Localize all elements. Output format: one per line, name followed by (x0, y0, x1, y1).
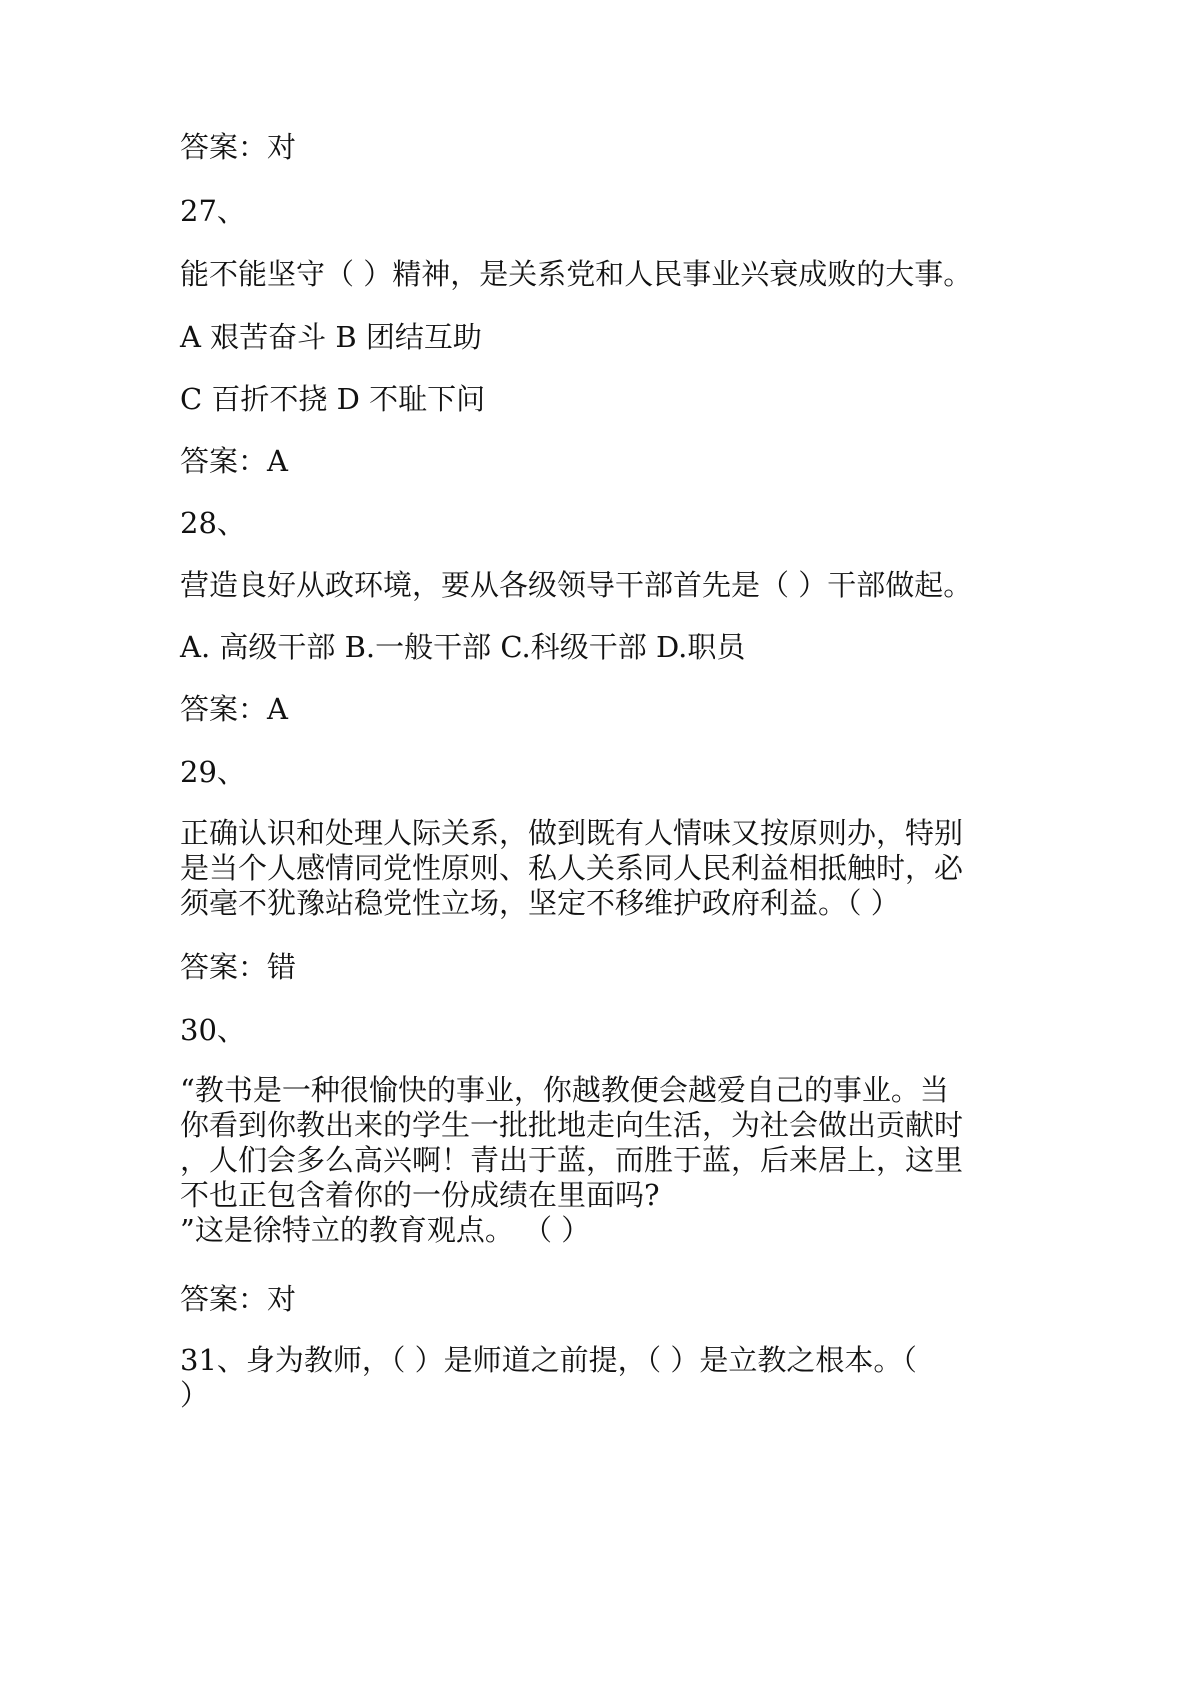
question-29-line: 须毫不犹豫站稳党性立场，坚定不移维护政府利益。（ ） (180, 886, 900, 920)
question-29-text (180, 816, 1000, 921)
question-30-line: ”这是徐特立的教育观点。 （ ） (180, 1213, 591, 1247)
question-31-line: ） (180, 1378, 210, 1412)
question-30-text (180, 1073, 1000, 1248)
answer-29: 答案：错 (180, 950, 297, 984)
question-30-line: 你看到你教出来的学生一批批地走向生活，为社会做出贡献时 (180, 1108, 964, 1142)
answer-30: 答案：对 (180, 1282, 297, 1316)
question-number-27: 27、 (180, 194, 246, 228)
question-27-options-ab: A 艰苦奋斗 B 团结互助 (180, 320, 482, 354)
question-27-text: 能不能坚守（ ）精神，是关系党和人民事业兴衰成败的大事。 (180, 257, 973, 291)
question-31-line: 31、身为教师，（ ）是师道之前提，（ ）是立教之根本。（ (180, 1343, 917, 1377)
question-30-line: 不也正包含着你的一份成绩在里面吗? (180, 1178, 660, 1212)
answer-26: 答案：对 (180, 130, 297, 164)
question-28-text: 营造良好从政环境，要从各级领导干部首先是（ ）干部做起。 (180, 568, 973, 602)
question-28-options: A. 高级干部 B.一般干部 C.科级干部 D.职员 (180, 630, 746, 664)
question-number-28: 28、 (180, 506, 246, 540)
answer-28: 答案：A (180, 692, 288, 726)
answer-27: 答案：A (180, 444, 288, 478)
question-30-line: ，人们会多么高兴啊！青出于蓝，而胜于蓝，后来居上，这里 (180, 1143, 964, 1177)
question-number-29: 29、 (180, 755, 246, 789)
question-29-line: 正确认识和处理人际关系，做到既有人情味又按原则办，特别 (180, 816, 964, 850)
question-31-text (180, 1343, 1000, 1413)
question-30-line: “教书是一种很愉快的事业，你越教便会越爱自己的事业。当 (180, 1073, 949, 1107)
question-number-30: 30、 (180, 1013, 246, 1047)
question-29-line: 是当个人感情同党性原则、私人关系同人民利益相抵触时，必 (180, 851, 964, 885)
question-27-options-cd: C 百折不挠 D 不耻下问 (180, 382, 486, 416)
